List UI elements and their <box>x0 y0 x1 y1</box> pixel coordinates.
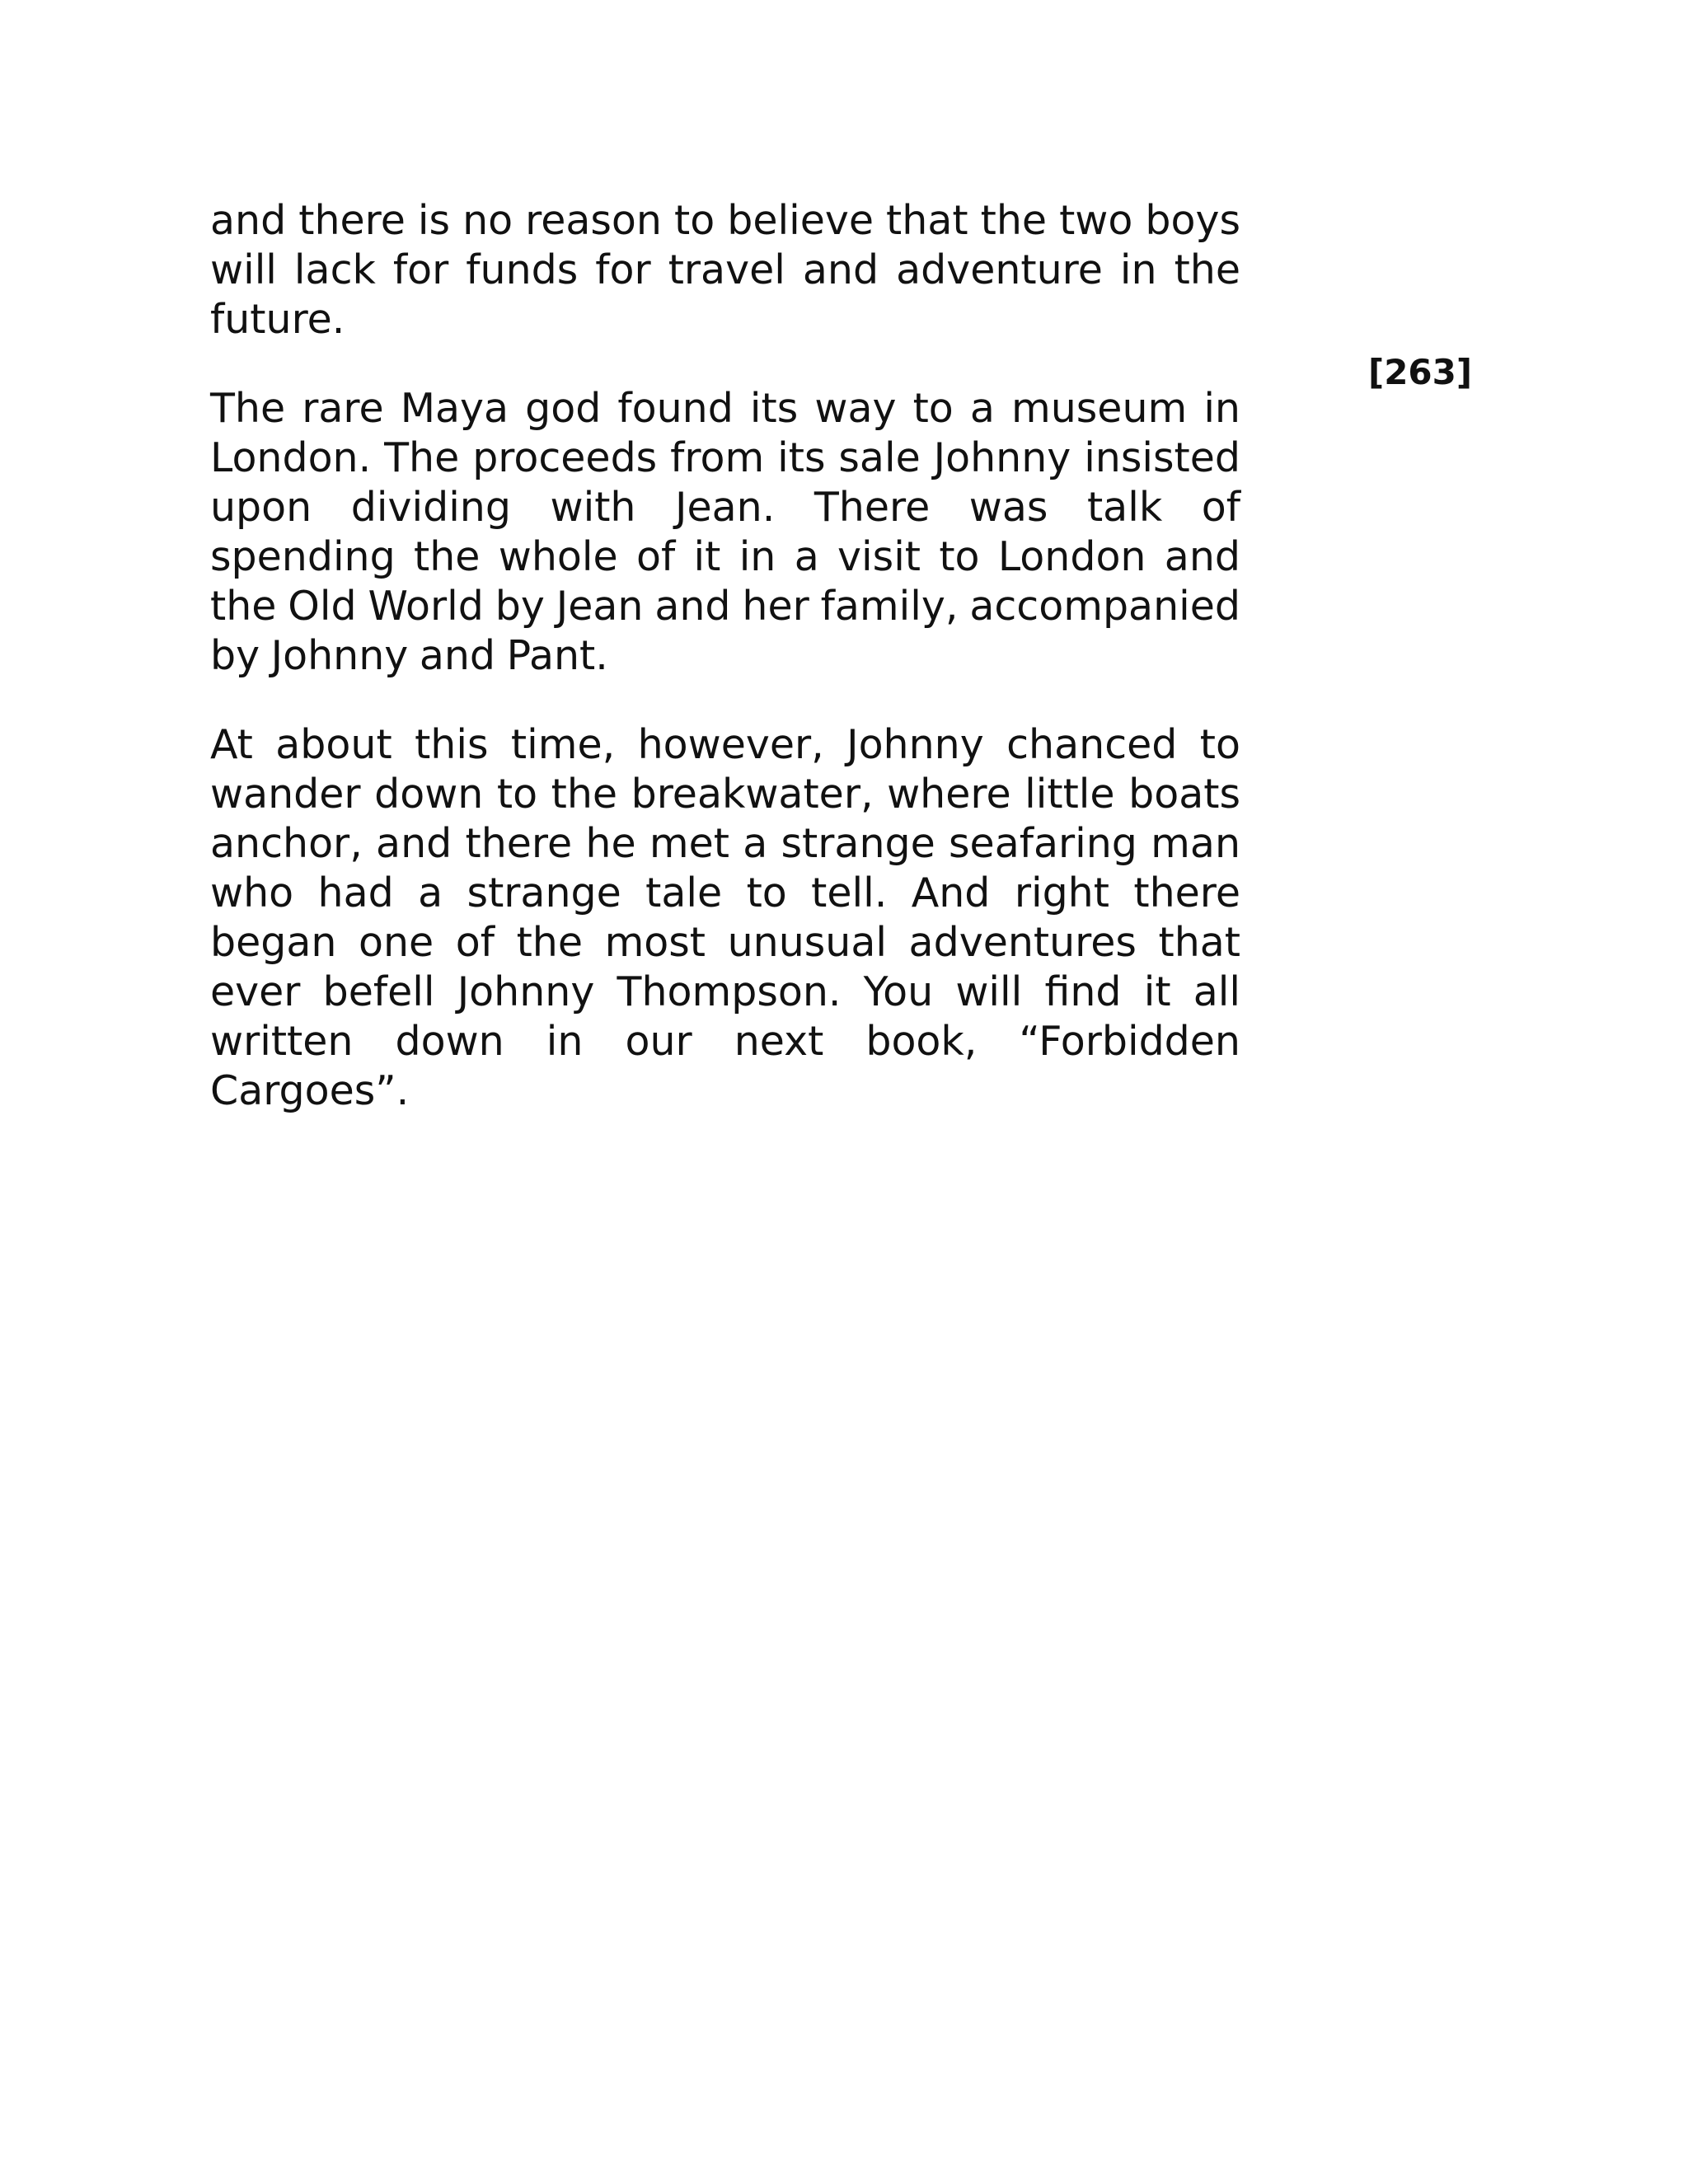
page-number: [263] <box>1368 352 1473 392</box>
paragraph-1: and there is no reason to believe that the two boys will lack for funds for travel and adventure in the future. <box>210 197 1240 343</box>
paragraph-3: At about this time, however, Johnny chanced to wander down to the breakwater, where little boats anchor, and there he met a strange seafaring man who had a strange tale to tell. And right there began one of the most unusual adventures that ever befell Johnny Thompson. You will find it all written down in our next book, “Forbidden Cargoes”. <box>210 721 1240 1114</box>
paragraph-2: The rare Maya god found its way to a museum in London. The proceeds from its sale Johnny insisted upon dividing with Jean. There was talk of spending the whole of it in a visit to London and the Old World by Jean and her family, accompanied by Johnny and Pant. <box>210 385 1240 679</box>
body-text <box>210 196 1240 1155</box>
